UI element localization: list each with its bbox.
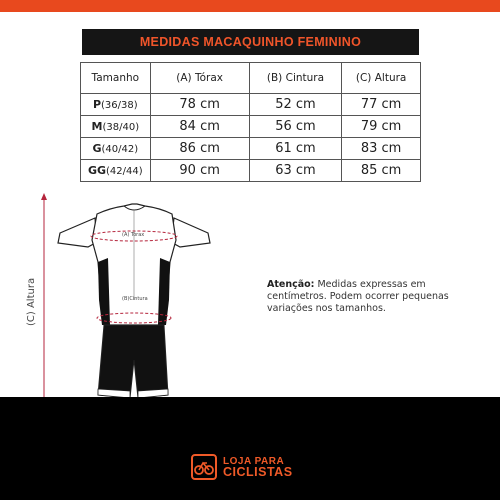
size-letter: G bbox=[92, 142, 102, 155]
size-letter: M bbox=[91, 120, 103, 133]
torax-cell: 86 cm bbox=[150, 138, 249, 160]
size-letter: GG bbox=[87, 164, 107, 177]
left-sleeve bbox=[58, 218, 97, 247]
altura-cell: 77 cm bbox=[342, 94, 421, 116]
size-range: (38/40) bbox=[102, 122, 140, 133]
header-altura: (C) Altura bbox=[342, 63, 421, 94]
note-bold: Atenção: bbox=[267, 279, 315, 290]
size-range: (40/42) bbox=[101, 144, 139, 155]
right-side-panel bbox=[158, 258, 170, 325]
size-letter: P bbox=[92, 98, 102, 111]
size-range: (36/38) bbox=[101, 100, 138, 111]
logo-line-2: CICLISTAS bbox=[223, 465, 293, 479]
attention-note bbox=[267, 279, 467, 315]
altura-cell: 79 cm bbox=[342, 116, 421, 138]
torax-cell: 90 cm bbox=[150, 160, 249, 182]
torax-figure-label: (A) Tórax bbox=[122, 232, 145, 238]
cintura-cell: 52 cm bbox=[249, 94, 342, 116]
header-torax: (A) Tórax bbox=[150, 63, 249, 94]
bicycle-icon bbox=[191, 454, 217, 480]
shorts bbox=[98, 325, 168, 398]
page-title: MEDIDAS MACAQUINHO FEMININO bbox=[139, 35, 362, 49]
altura-cell: 85 cm bbox=[342, 160, 421, 182]
note-text: Medidas expressas em centímetros. Podem ocorrer pequenas variações nos tamanhos. bbox=[267, 279, 449, 314]
logo-line-1: LOJA PARA bbox=[223, 456, 285, 467]
altura-figure-label: (C) Altura bbox=[26, 277, 37, 326]
cintura-cell: 61 cm bbox=[249, 138, 342, 160]
torax-cell: 78 cm bbox=[150, 94, 249, 116]
cintura-cell: 56 cm bbox=[249, 116, 342, 138]
cintura-figure-label: (B)Cintura bbox=[122, 296, 148, 302]
store-logo bbox=[191, 454, 293, 480]
altura-cell: 83 cm bbox=[342, 138, 421, 160]
footer-bar bbox=[0, 397, 500, 500]
left-side-panel bbox=[98, 258, 110, 325]
right-sleeve bbox=[171, 218, 210, 247]
height-measure-line bbox=[41, 193, 47, 408]
header-size: Tamanho bbox=[81, 63, 151, 94]
size-range: (42/44) bbox=[106, 166, 143, 177]
torax-cell: 84 cm bbox=[150, 116, 249, 138]
header-cintura: (B) Cintura bbox=[249, 63, 342, 94]
cintura-cell: 63 cm bbox=[249, 160, 342, 182]
